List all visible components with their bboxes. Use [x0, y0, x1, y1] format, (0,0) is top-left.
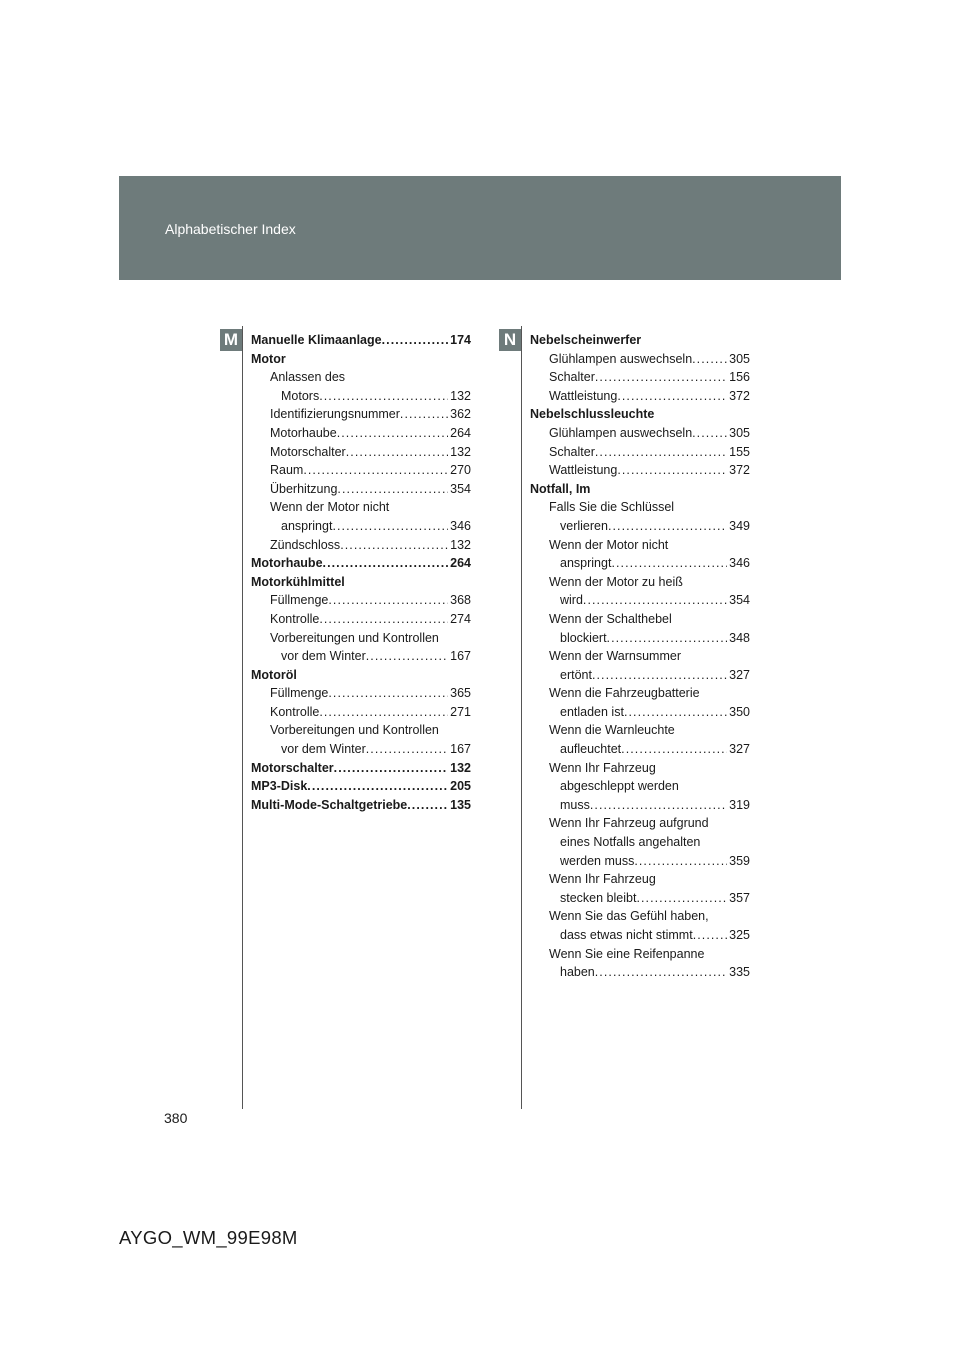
index-entry — [530, 666, 750, 685]
index-entry — [530, 443, 750, 462]
entry-page: 132 — [450, 760, 471, 775]
index-entry: Wenn der Motor zu heiß — [549, 574, 683, 589]
index-entry — [251, 777, 471, 796]
index-entry — [251, 610, 471, 629]
entry-text: vor dem Winter — [281, 649, 366, 664]
entry-text: blockiert — [560, 630, 607, 645]
entry-page: 359 — [729, 853, 750, 868]
index-entry: Motorkühlmittel — [251, 574, 345, 589]
index-entry: Wenn die Fahrzeugbatterie — [549, 686, 700, 701]
index-entry: Falls Sie die Schlüssel — [549, 500, 675, 515]
leader-dots — [617, 387, 727, 406]
entry-page: 348 — [729, 630, 750, 645]
entry-text: Glühlampen auswechseln — [549, 351, 693, 366]
leader-dots — [634, 852, 727, 871]
entry-text: Schalter — [549, 370, 595, 385]
leader-dots — [319, 387, 448, 406]
entry-text: Wattleistung — [549, 463, 618, 478]
leader-dots — [334, 759, 448, 778]
leader-dots — [332, 517, 448, 536]
entry-page: 335 — [729, 965, 750, 980]
entry-page: 327 — [729, 742, 750, 757]
index-column-n — [530, 331, 750, 982]
index-entry: Wenn der Motor nicht — [270, 500, 390, 515]
index-entry — [251, 461, 471, 480]
index-entry: Vorbereitungen und Kontrollen — [270, 723, 439, 738]
entry-text: Motorschalter — [270, 444, 346, 459]
entry-page: 174 — [450, 333, 471, 347]
page-header — [119, 176, 841, 280]
entry-page: 372 — [729, 463, 750, 478]
entry-text: entladen ist — [560, 704, 624, 719]
entry-text: ertönt — [560, 667, 592, 682]
leader-dots — [636, 889, 727, 908]
entry-text: Motorschalter — [251, 760, 334, 775]
section-title: Alphabetischer Index — [165, 221, 296, 237]
entry-page: 357 — [729, 890, 750, 905]
entry-text: Schalter — [549, 444, 595, 459]
entry-text: haben — [560, 965, 595, 980]
index-entry — [251, 554, 471, 573]
entry-page: 167 — [450, 649, 471, 664]
index-entry — [251, 517, 471, 536]
index-entry: Notfall, Im — [530, 481, 591, 496]
letter-marker-n: N — [499, 329, 521, 351]
entry-text: dass etwas nicht stimmt — [560, 928, 693, 942]
index-entry — [530, 963, 750, 982]
entry-page: 264 — [450, 556, 471, 571]
index-entry: Nebelschlussleuchte — [530, 407, 655, 422]
entry-text: Füllmenge — [270, 593, 329, 608]
index-entry — [251, 331, 471, 350]
index-entry — [530, 703, 750, 722]
entry-page: 264 — [450, 425, 471, 440]
index-entry — [530, 629, 750, 648]
entry-page: 327 — [729, 667, 750, 682]
leader-dots — [611, 554, 727, 573]
leader-dots — [621, 740, 727, 759]
entry-page: 362 — [450, 407, 471, 422]
leader-dots — [337, 480, 448, 499]
entry-page: 354 — [450, 481, 471, 496]
entry-text: vor dem Winter — [281, 742, 366, 757]
index-entry — [251, 424, 471, 443]
entry-text: anspringt — [560, 556, 612, 571]
index-entry: Wenn Ihr Fahrzeug — [549, 872, 656, 887]
index-entry: Wenn Ihr Fahrzeug — [549, 760, 656, 775]
leader-dots — [366, 647, 448, 666]
index-entry — [251, 387, 471, 406]
index-entry — [251, 759, 471, 778]
leader-dots — [692, 350, 727, 369]
column-divider-left — [242, 326, 243, 1109]
index-entry — [530, 461, 750, 480]
leader-dots — [323, 554, 449, 573]
index-entry: Wenn Sie das Gefühl haben, — [549, 909, 709, 924]
leader-dots — [328, 684, 448, 703]
leader-dots — [590, 796, 727, 815]
index-entry — [530, 424, 750, 443]
leader-dots — [319, 703, 448, 722]
entry-text: MP3-Disk — [251, 779, 308, 794]
leader-dots — [595, 963, 727, 982]
index-entry — [251, 536, 471, 555]
entry-page: 156 — [729, 370, 750, 385]
entry-page: 346 — [450, 518, 471, 533]
index-entry: Motoröl — [251, 667, 297, 682]
leader-dots — [328, 591, 448, 610]
entry-page: 205 — [450, 779, 471, 794]
index-entry — [251, 591, 471, 610]
page-number: 380 — [164, 1110, 188, 1126]
index-entry: Wenn der Warnsummer — [549, 649, 681, 664]
entry-text: wird — [560, 593, 583, 608]
index-entry: Motor — [251, 351, 286, 366]
entry-text: Manuelle Klimaanlage — [251, 333, 382, 347]
entry-page: 349 — [729, 518, 750, 533]
entry-page: 155 — [729, 444, 750, 459]
entry-text: muss — [560, 797, 590, 812]
index-entry — [530, 926, 750, 945]
index-entry — [251, 796, 471, 815]
leader-dots — [407, 796, 448, 815]
index-entry — [251, 740, 471, 759]
entry-page: 135 — [450, 797, 471, 812]
index-entry: abgeschleppt werden — [560, 779, 679, 794]
index-entry: Wenn Sie eine Reifenpanne — [549, 946, 705, 961]
entry-text: Kontrolle — [270, 611, 320, 626]
index-entry — [530, 350, 750, 369]
entry-text: Raum — [270, 463, 304, 478]
index-entry: Wenn die Warnleuchte — [549, 723, 675, 738]
leader-dots — [583, 591, 727, 610]
leader-dots — [382, 331, 449, 350]
entry-page: 319 — [729, 797, 750, 812]
entry-page: 372 — [729, 388, 750, 403]
index-entry — [530, 387, 750, 406]
entry-text: stecken bleibt — [560, 890, 637, 905]
entry-text: anspringt — [281, 518, 333, 533]
index-entry — [530, 889, 750, 908]
index-entry — [530, 852, 750, 871]
leader-dots — [307, 777, 448, 796]
entry-text: Motorhaube — [270, 425, 337, 440]
leader-dots — [617, 461, 727, 480]
index-entry — [251, 647, 471, 666]
index-entry: Wenn der Motor nicht — [549, 537, 669, 552]
index-entry: Nebelscheinwerfer — [530, 333, 642, 347]
index-entry — [251, 684, 471, 703]
document-code: AYGO_WM_99E98M — [119, 1227, 298, 1248]
entry-text: Motors — [281, 388, 320, 403]
entry-page: 132 — [450, 537, 471, 552]
index-entry — [530, 591, 750, 610]
leader-dots — [337, 424, 448, 443]
leader-dots — [366, 740, 448, 759]
entry-text: Zündschloss — [270, 537, 341, 552]
index-entry — [251, 443, 471, 462]
entry-text: Überhitzung — [270, 481, 338, 496]
entry-page: 354 — [729, 593, 750, 608]
index-entry — [530, 740, 750, 759]
index-entry — [251, 405, 471, 424]
leader-dots — [624, 703, 727, 722]
entry-page: 365 — [450, 686, 471, 701]
index-entry — [530, 517, 750, 536]
leader-dots — [303, 461, 448, 480]
index-entry — [530, 554, 750, 573]
entry-text: Kontrolle — [270, 704, 320, 719]
entry-text: werden muss — [560, 853, 635, 868]
leader-dots — [595, 368, 727, 387]
leader-dots — [400, 405, 448, 424]
entry-page: 132 — [450, 444, 471, 459]
index-entry — [530, 796, 750, 815]
entry-page: 167 — [450, 742, 471, 757]
column-divider-right — [521, 326, 522, 1109]
index-entry: Wenn Ihr Fahrzeug aufgrund — [549, 816, 709, 831]
index-entry — [530, 368, 750, 387]
leader-dots — [592, 666, 727, 685]
entry-page: 274 — [450, 611, 471, 626]
entry-text: verlieren — [560, 518, 608, 533]
entry-page: 325 — [729, 928, 750, 942]
index-entry: Anlassen des — [270, 370, 346, 385]
leader-dots — [608, 517, 727, 536]
entry-page: 132 — [450, 388, 471, 403]
entry-page: 346 — [729, 556, 750, 571]
entry-page: 350 — [729, 704, 750, 719]
entry-text: aufleuchtet — [560, 742, 622, 757]
leader-dots — [607, 629, 728, 648]
leader-dots — [340, 536, 448, 555]
entry-page: 270 — [450, 463, 471, 478]
leader-dots — [692, 424, 727, 443]
index-entry: Vorbereitungen und Kontrollen — [270, 630, 439, 645]
entry-text: Glühlampen auswechseln — [549, 425, 693, 440]
entry-page: 305 — [729, 425, 750, 440]
entry-text: Füllmenge — [270, 686, 329, 701]
leader-dots — [693, 926, 727, 945]
entry-text: Multi-Mode-Schaltgetriebe — [251, 797, 408, 812]
entry-text: Wattleistung — [549, 388, 618, 403]
entry-page: 368 — [450, 593, 471, 608]
index-entry — [251, 703, 471, 722]
index-entry — [251, 480, 471, 499]
index-column-m — [251, 331, 471, 814]
leader-dots — [319, 610, 448, 629]
leader-dots — [346, 443, 448, 462]
entry-page: 305 — [729, 351, 750, 366]
letter-marker-m: M — [220, 329, 242, 351]
index-entry: eines Notfalls angehalten — [560, 835, 701, 850]
entry-text: Motorhaube — [251, 556, 323, 571]
index-entry: Wenn der Schalthebel — [549, 611, 672, 626]
leader-dots — [595, 443, 727, 462]
entry-page: 271 — [450, 704, 471, 719]
entry-text: Identifizierungsnummer — [270, 407, 400, 422]
